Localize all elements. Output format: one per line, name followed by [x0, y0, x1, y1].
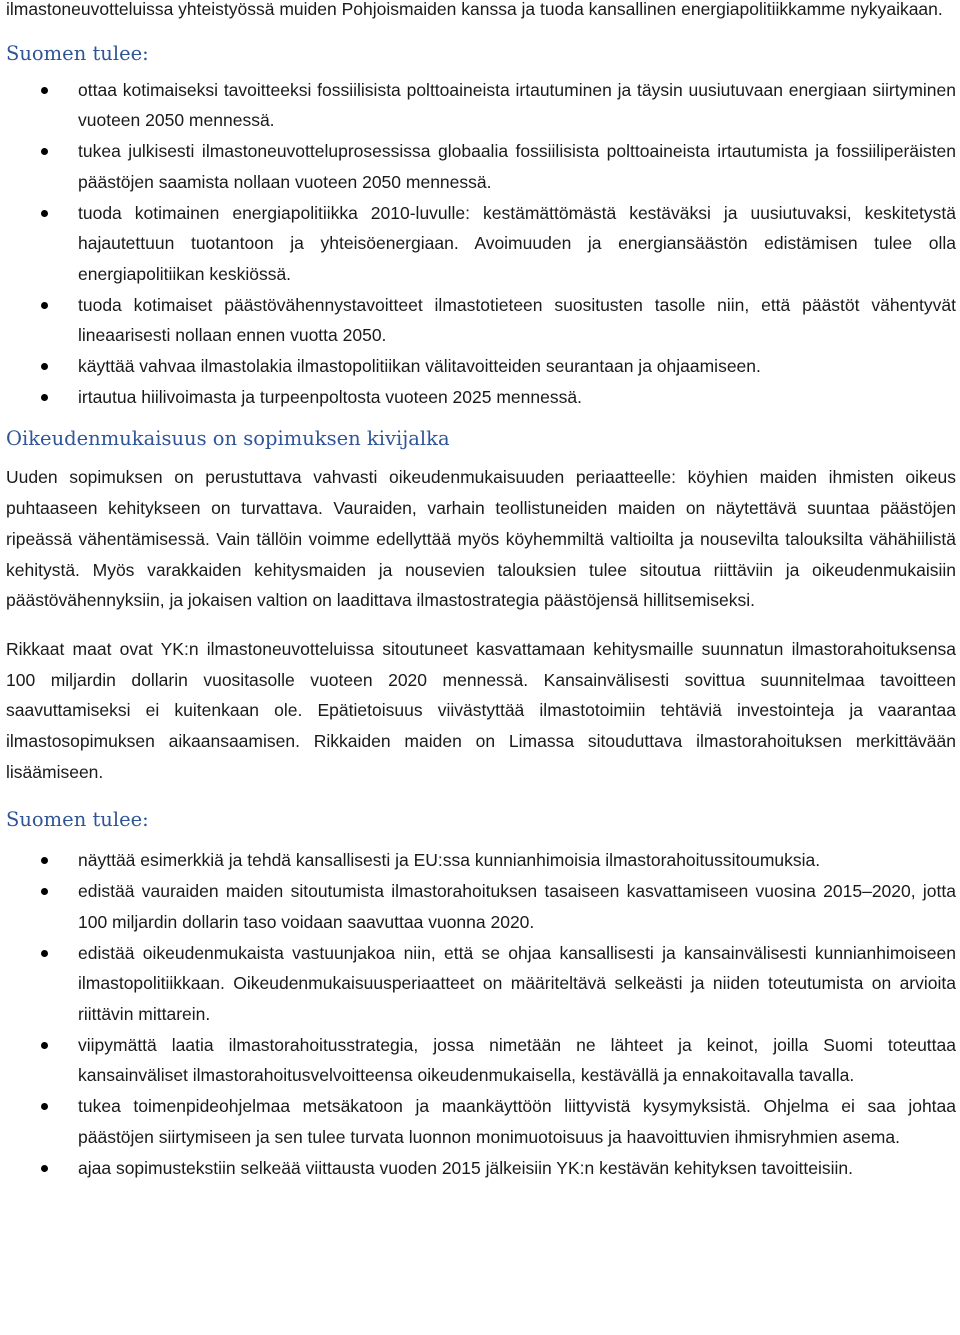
intro-paragraph: ilmastoneuvotteluissa yhteistyössä muiden Pohjoismaiden kanssa ja tuoda kansallinen energiapolitiikkamme nykyaikaan.: [6, 0, 943, 19]
bullet-list-1: [6, 75, 956, 413]
section-heading-suomen-tulee-2: Suomen tulee:: [6, 808, 149, 832]
list-item: ajaa sopimustekstiin selkeää viittausta vuoden 2015 jälkeisiin YK:n kestävän kehityksen tavoitteisiin.: [6, 1153, 956, 1184]
bullet-icon: [41, 87, 48, 94]
list-item: edistää oikeudenmukaista vastuunjakoa niin, että se ohjaa kansallisesti ja kansainvälisesti kunnianhimoiseen ilmastopolitiikkaan. Oikeudenmukaisuusperiaatteet on määriteltävä selkeästi ja niiden toteutumista on arvioita riittävin mittarein.: [6, 938, 956, 1030]
bullet-icon: [41, 363, 48, 370]
bullet-icon: [41, 148, 48, 155]
body-paragraph: Rikkaat maat ovat YK:n ilmastoneuvotteluissa sitoutuneet kasvattamaan kehitysmaille suunnatun ilmastorahoituksensa 100 miljardin dollarin vuositasolle vuoteen 2020 mennessä. Kansainvälisesti sovittua suunnitelmaa tavoitteen saavuttamiseksi ei kuitenkaan ole. Epätietoisuus viivästyttää ilmastotoimiin tehtäviä investointeja ja vaarantaa ilmastosopimuksen aikaansaamisen. Rikkaiden maiden on Limassa sitouduttava ilmastorahoituksen merkittävään lisäämiseen.: [6, 638, 956, 782]
list-item: näyttää esimerkkiä ja tehdä kansallisesti ja EU:ssa kunnianhimoisia ilmastorahoitussitoumuksia.: [6, 845, 956, 876]
list-item: viipymättä laatia ilmastorahoitusstrategia, jossa nimetään ne lähteet ja keinot, joilla Suomi toteuttaa kansainväliset ilmastorahoitusvelvoitteensa oikeudenmukaisella, kestävällä ja ennakoitavalla tavalla.: [6, 1030, 956, 1091]
list-item: ottaa kotimaiseksi tavoitteeksi fossiilisista polttoaineista irtautuminen ja täysin uusiutuvaan energiaan siirtyminen vuoteen 2050 mennessä.: [6, 75, 956, 136]
bullet-icon: [41, 210, 48, 217]
bullet-icon: [41, 1042, 48, 1049]
bullet-icon: [41, 950, 48, 957]
list-item: edistää vauraiden maiden sitoutumista ilmastorahoituksen tasaiseen kasvattamiseen vuosina 2015–2020, jotta 100 miljardin dollarin taso voidaan saavuttaa vuonna 2020.: [6, 876, 956, 937]
list-item: käyttää vahvaa ilmastolakia ilmastopolitiikan välitavoitteiden seurantaan ja ohjaamiseen.: [6, 351, 956, 382]
bullet-list-2: [6, 845, 956, 1183]
list-item: tukea toimenpideohjelmaa metsäkatoon ja maankäyttöön liittyvistä kysymyksistä. Ohjelma ei saa johtaa päästöjen siirtymiseen ja sen tulee turvata luonnon monimuotoisuus ja haavoittuvien ihmisryhmien asema.: [6, 1091, 956, 1152]
section-heading-suomen-tulee-1: Suomen tulee:: [6, 41, 149, 65]
bullet-icon: [41, 1103, 48, 1110]
bullet-icon: [41, 857, 48, 864]
document-page: [6, 0, 956, 1183]
bullet-icon: [41, 1165, 48, 1172]
list-item: tuoda kotimaiset päästövähennystavoitteet ilmastotieteen suositusten tasolle niin, että päästöt vähentyvät lineaarisesti nollaan ennen vuotta 2050.: [6, 290, 956, 351]
list-item: tukea julkisesti ilmastoneuvotteluprosessissa globaalia fossiilisista polttoaineista irtautumista ja fossiiliperäisten päästöjen saamista nollaan vuoteen 2050 mennessä.: [6, 136, 956, 197]
list-item: irtautua hiilivoimasta ja turpeenpoltosta vuoteen 2025 mennessä.: [6, 382, 956, 413]
bullet-icon: [41, 888, 48, 895]
body-paragraph: Uuden sopimuksen on perustuttava vahvasti oikeudenmukaisuuden periaatteelle: köyhien maiden ihmisten oikeus puhtaaseen kehitykseen on turvattava. Vauraiden, varhain teollistuneiden maiden on näytettävä suuntaa päästöjen ripeässä vähentämisessä. Vain tällöin voimme edellyttää myös köyhemmiltä valtioilta ja nousevilta talouksilta vähähiilistä kehitystä. Myös varakkaiden kehitysmaiden ja nousevien talouksien tulee sitoutua riittäviin ja oikeudenmukaisiin päästövähennyksiin, ja jokaisen valtion on laadittava ilmastostrategia päästöjensä hillitsemiseksi.: [6, 467, 956, 611]
bullet-icon: [41, 394, 48, 401]
section-heading-oikeudenmukaisuus: Oikeudenmukaisuus on sopimuksen kivijalka: [6, 427, 450, 451]
list-item: tuoda kotimainen energiapolitiikka 2010-luvulle: kestämättömästä kestäväksi ja uusiutuvaksi, keskitetystä hajautettuun tuotantoon ja yhteisöenergiaan. Avoimuuden ja energiansäästön edistämisen tulee olla energiapolitiikan keskiössä.: [6, 198, 956, 290]
bullet-icon: [41, 302, 48, 309]
